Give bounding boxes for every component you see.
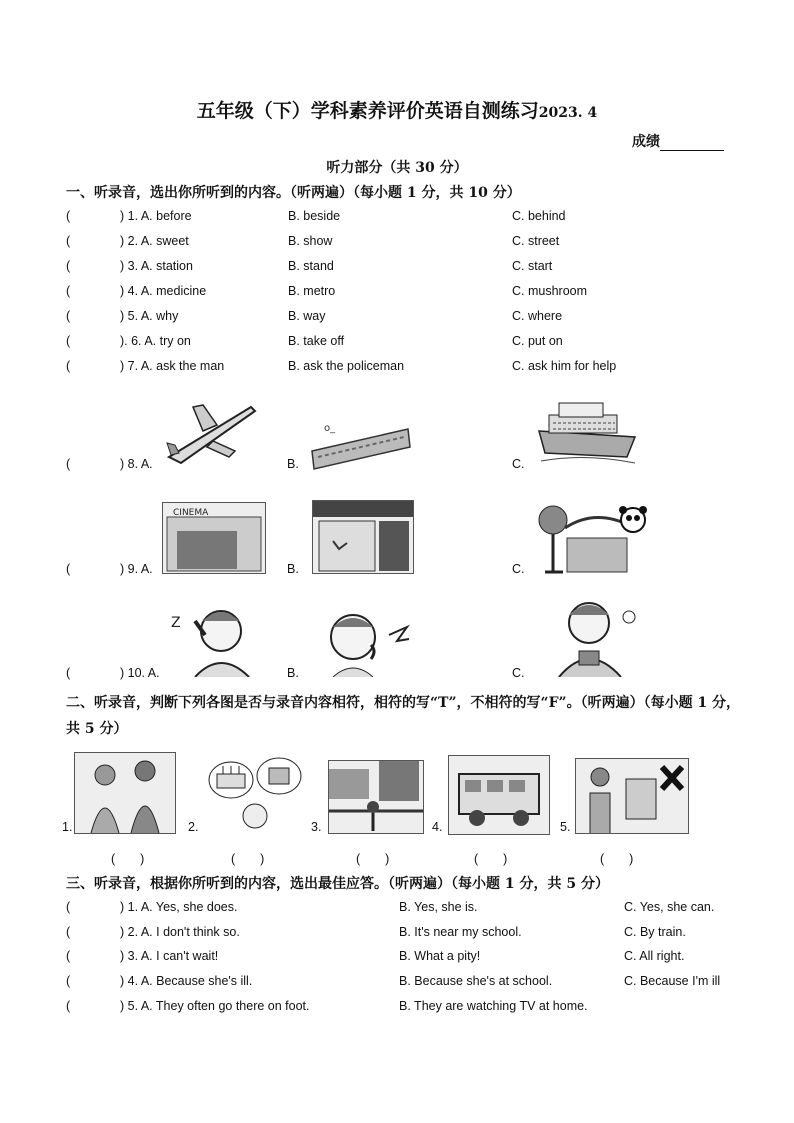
airplane-icon bbox=[162, 398, 260, 468]
option-a: ) 1. A. before bbox=[120, 209, 192, 223]
option-b: B. show bbox=[288, 234, 333, 248]
ship-icon bbox=[534, 390, 640, 466]
option-c: C. put on bbox=[512, 334, 563, 348]
headache-icon bbox=[164, 600, 264, 678]
building-icon bbox=[312, 500, 414, 574]
option-c: C. ask him for help bbox=[512, 359, 617, 373]
item-number: 5. bbox=[560, 820, 571, 834]
answer-paren[interactable]: ( bbox=[66, 209, 71, 223]
answer-paren[interactable]: ( bbox=[66, 359, 71, 373]
answer-paren[interactable]: ( bbox=[66, 457, 71, 471]
section2-title: 二、听录音，判断下列各图是否与录音内容相符，相符的写“T”，不相符的写“F”。（听两遍）（每小题 1 分，共 5 分） bbox=[66, 695, 741, 737]
option-c: C. start bbox=[512, 259, 553, 273]
option-c: C. All right. bbox=[624, 949, 685, 963]
answer-paren[interactable]: ( ) bbox=[474, 852, 508, 866]
option-c: C. Because I'm ill bbox=[624, 974, 721, 988]
score-label: 成绩 bbox=[632, 134, 660, 150]
option-a: ) 2. A. I don't think so. bbox=[120, 925, 240, 939]
svg-text:Z: Z bbox=[171, 615, 181, 631]
option-a: ) 4. A. medicine bbox=[120, 284, 207, 298]
question-row bbox=[66, 949, 746, 969]
answer-paren[interactable]: ( bbox=[66, 999, 71, 1013]
option-c: C. Yes, she can. bbox=[624, 900, 715, 914]
answer-paren[interactable]: ( bbox=[66, 949, 71, 963]
option-a: ) 3. A. I can't wait! bbox=[120, 949, 219, 963]
train-icon bbox=[307, 410, 413, 472]
question-row bbox=[66, 925, 746, 945]
option-c: C. street bbox=[512, 234, 560, 248]
question-row bbox=[66, 284, 746, 304]
answer-paren[interactable]: ( bbox=[66, 974, 71, 988]
question-row bbox=[66, 209, 746, 229]
question-row bbox=[66, 309, 746, 329]
option-b: B. Because she's at school. bbox=[399, 974, 553, 988]
option-a: ) 5. A. why bbox=[120, 309, 179, 323]
option-a: ) 7. A. ask the man bbox=[120, 359, 225, 373]
answer-paren[interactable]: ( bbox=[66, 562, 71, 576]
answer-paren[interactable]: ( ) bbox=[356, 852, 390, 866]
answer-paren[interactable]: ( ) bbox=[111, 852, 145, 866]
question-row bbox=[66, 234, 746, 254]
option-b: B. bbox=[287, 562, 299, 576]
question-row bbox=[66, 259, 746, 279]
option-c: C. bbox=[512, 457, 525, 471]
score-blank[interactable] bbox=[660, 136, 724, 151]
item-number: 2. bbox=[188, 820, 199, 834]
option-b: B. Yes, she is. bbox=[399, 900, 478, 914]
page-title bbox=[0, 96, 794, 123]
option-b: B. They are watching TV at home. bbox=[399, 999, 588, 1013]
option-a: ) 2. A. sweet bbox=[120, 234, 189, 248]
no-phone-icon bbox=[575, 758, 689, 834]
answer-paren[interactable]: ( ) bbox=[231, 852, 265, 866]
part-title: 听力部分（共 30 分） bbox=[326, 160, 468, 176]
question-row bbox=[66, 900, 746, 920]
question-row bbox=[66, 974, 746, 994]
answer-paren[interactable]: ( bbox=[66, 334, 71, 348]
toothache-icon bbox=[312, 604, 414, 678]
option-a: ) 5. A. They often go there on foot. bbox=[120, 999, 310, 1013]
svg-text:o_: o_ bbox=[324, 423, 336, 434]
option-b: B. It's near my school. bbox=[399, 925, 522, 939]
title-text: 五年级（下）学科素养评价英语自测练习 bbox=[196, 100, 539, 122]
birthday-cake-icon bbox=[204, 755, 306, 835]
title-date: 2023. 4 bbox=[538, 105, 598, 121]
street-scene-icon bbox=[328, 760, 424, 834]
option-c: C. bbox=[512, 666, 525, 680]
section3-title: 三、听录音，根据你所听到的内容，选出最佳应答。（听两遍）（每小题 1 分，共 5 分） bbox=[66, 876, 609, 892]
option-a: ) 1. A. Yes, she does. bbox=[120, 900, 238, 914]
cinema-sign: CINEMA bbox=[173, 508, 209, 518]
question-row bbox=[66, 359, 746, 379]
cinema-icon bbox=[162, 502, 266, 574]
option-a: ) 10. A. bbox=[120, 666, 160, 680]
section1-title: 一、听录音，选出你所听到的内容。（听两遍）（每小题 1 分，共 10 分） bbox=[66, 185, 521, 201]
option-b: B. stand bbox=[288, 259, 334, 273]
option-b: B. metro bbox=[288, 284, 336, 298]
option-a: ) 8. A. bbox=[120, 457, 153, 471]
option-c: C. bbox=[512, 562, 525, 576]
answer-paren[interactable]: ( bbox=[66, 259, 71, 273]
option-a: ) 4. A. Because she's ill. bbox=[120, 974, 253, 988]
option-b: B. way bbox=[288, 309, 326, 323]
answer-paren[interactable]: ( bbox=[66, 925, 71, 939]
option-b: B. bbox=[287, 666, 299, 680]
option-a: ). 6. A. try on bbox=[120, 334, 191, 348]
option-c: C. mushroom bbox=[512, 284, 588, 298]
zoo-icon bbox=[534, 497, 654, 575]
question-row bbox=[66, 334, 746, 354]
option-b: B. ask the policeman bbox=[288, 359, 405, 373]
answer-paren[interactable]: ( bbox=[66, 666, 71, 680]
option-b: B. bbox=[287, 457, 299, 471]
item-number: 1. bbox=[62, 820, 73, 834]
answer-paren[interactable]: ( ) bbox=[600, 852, 634, 866]
option-b: B. take off bbox=[288, 334, 345, 348]
option-a: ) 9. A. bbox=[120, 562, 153, 576]
answer-paren[interactable]: ( bbox=[66, 309, 71, 323]
people-talking-icon bbox=[74, 752, 176, 834]
option-c: C. behind bbox=[512, 209, 566, 223]
question-row bbox=[66, 999, 746, 1019]
bus-icon bbox=[448, 755, 550, 835]
option-b: B. beside bbox=[288, 209, 341, 223]
option-a: ) 3. A. station bbox=[120, 259, 193, 273]
answer-paren[interactable]: ( bbox=[66, 284, 71, 298]
score-field bbox=[632, 131, 724, 151]
stomachache-icon bbox=[534, 594, 642, 678]
answer-paren[interactable]: ( bbox=[66, 900, 71, 914]
answer-paren[interactable]: ( bbox=[66, 234, 71, 248]
option-b: B. What a pity! bbox=[399, 949, 481, 963]
option-c: C. By train. bbox=[624, 925, 686, 939]
option-c: C. where bbox=[512, 309, 563, 323]
item-number: 3. bbox=[311, 820, 322, 834]
item-number: 4. bbox=[432, 820, 443, 834]
